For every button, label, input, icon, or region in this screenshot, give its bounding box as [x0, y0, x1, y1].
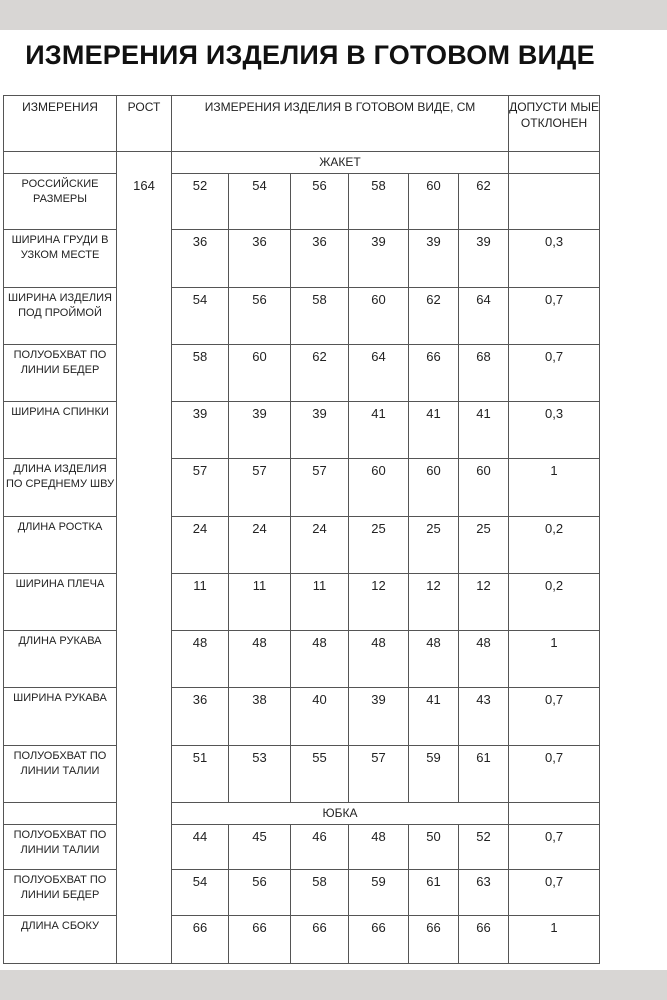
- measurement-label: ШИРИНА ГРУДИ В УЗКОМ МЕСТЕ: [4, 230, 117, 288]
- size-value-cell: 24: [291, 517, 349, 574]
- size-value-cell: 58: [349, 174, 409, 230]
- table-row: [4, 574, 600, 631]
- size-value-cell: 60: [409, 174, 459, 230]
- measurement-label: ШИРИНА СПИНКИ: [4, 402, 117, 459]
- size-value-cell: 41: [349, 402, 409, 459]
- size-value-cell: 58: [291, 288, 349, 345]
- size-value-cell: 50: [409, 825, 459, 870]
- size-value-cell: 12: [409, 574, 459, 631]
- size-value-cell: 55: [291, 746, 349, 803]
- size-value-cell: 36: [172, 688, 229, 746]
- size-value-cell: 66: [459, 916, 509, 964]
- size-value-cell: 57: [172, 459, 229, 517]
- table-row: [4, 288, 600, 345]
- section-row: [4, 152, 600, 174]
- size-value-cell: 62: [409, 288, 459, 345]
- table-row: [4, 746, 600, 803]
- header-height: РОСТ: [117, 96, 172, 152]
- table-row: [4, 230, 600, 288]
- size-value-cell: 61: [459, 746, 509, 803]
- height-cell: [117, 345, 172, 402]
- size-value-cell: 25: [459, 517, 509, 574]
- tolerance-cell: 0,7: [509, 688, 600, 746]
- measurement-label: ПОЛУОБХВАТ ПО ЛИНИИ БЕДЕР: [4, 870, 117, 916]
- header-row: [4, 96, 600, 152]
- size-value-cell: 48: [291, 631, 349, 688]
- size-value-cell: 58: [172, 345, 229, 402]
- table-row: [4, 174, 600, 230]
- size-value-cell: 48: [229, 631, 291, 688]
- size-value-cell: 54: [172, 870, 229, 916]
- size-value-cell: 36: [291, 230, 349, 288]
- size-value-cell: 58: [291, 870, 349, 916]
- height-cell: [117, 631, 172, 688]
- measurements-table: [3, 95, 600, 964]
- size-value-cell: 54: [172, 288, 229, 345]
- table-row: [4, 402, 600, 459]
- size-value-cell: 41: [459, 402, 509, 459]
- table-row: [4, 459, 600, 517]
- tolerance-cell: 0,7: [509, 746, 600, 803]
- tolerance-cell: 0,7: [509, 288, 600, 345]
- table-row: [4, 688, 600, 746]
- height-cell: [117, 746, 172, 803]
- section-empty-tolerance: [509, 152, 600, 174]
- size-value-cell: 46: [291, 825, 349, 870]
- tolerance-cell: 0,7: [509, 825, 600, 870]
- size-value-cell: 62: [459, 174, 509, 230]
- size-value-cell: 57: [229, 459, 291, 517]
- size-value-cell: 48: [172, 631, 229, 688]
- height-cell: [117, 230, 172, 288]
- size-value-cell: 56: [229, 870, 291, 916]
- size-value-cell: 64: [459, 288, 509, 345]
- size-value-cell: 57: [291, 459, 349, 517]
- size-value-cell: 56: [229, 288, 291, 345]
- size-value-cell: 39: [229, 402, 291, 459]
- size-value-cell: 25: [409, 517, 459, 574]
- size-value-cell: 59: [349, 870, 409, 916]
- table-body: [4, 96, 600, 964]
- measurement-label: ПОЛУОБХВАТ ПО ЛИНИИ ТАЛИИ: [4, 825, 117, 870]
- header-tolerance: ДОПУСТИ МЫЕ ОТКЛОНЕН: [509, 96, 600, 152]
- document-sheet: [0, 30, 667, 970]
- size-value-cell: 12: [459, 574, 509, 631]
- size-value-cell: 57: [349, 746, 409, 803]
- measurement-label: ПОЛУОБХВАТ ПО ЛИНИИ ТАЛИИ: [4, 746, 117, 803]
- measurement-label: ДЛИНА ИЗДЕЛИЯ ПО СРЕДНЕМУ ШВУ: [4, 459, 117, 517]
- size-value-cell: 59: [409, 746, 459, 803]
- tolerance-cell: 1: [509, 459, 600, 517]
- size-value-cell: 44: [172, 825, 229, 870]
- section-empty-cell: [4, 152, 117, 174]
- size-value-cell: 24: [229, 517, 291, 574]
- page-title: ИЗМЕРЕНИЯ ИЗДЕЛИЯ В ГОТОВОМ ВИДЕ: [25, 40, 595, 70]
- table-row: [4, 345, 600, 402]
- size-value-cell: 66: [291, 916, 349, 964]
- size-value-cell: 45: [229, 825, 291, 870]
- tolerance-cell: [509, 174, 600, 230]
- measurement-label: ДЛИНА РУКАВА: [4, 631, 117, 688]
- section-title: ЮБКА: [172, 803, 509, 825]
- size-value-cell: 36: [229, 230, 291, 288]
- size-value-cell: 39: [459, 230, 509, 288]
- size-value-cell: 48: [459, 631, 509, 688]
- height-empty-cell: [117, 152, 172, 174]
- size-value-cell: 60: [459, 459, 509, 517]
- measurement-label: ШИРИНА ПЛЕЧА: [4, 574, 117, 631]
- size-value-cell: 11: [229, 574, 291, 631]
- size-value-cell: 60: [229, 345, 291, 402]
- size-value-cell: 53: [229, 746, 291, 803]
- table-row: [4, 870, 600, 916]
- size-value-cell: 39: [409, 230, 459, 288]
- table-row: [4, 631, 600, 688]
- size-value-cell: 12: [349, 574, 409, 631]
- size-value-cell: 11: [291, 574, 349, 631]
- tolerance-cell: 0,2: [509, 574, 600, 631]
- height-cell: [117, 870, 172, 916]
- size-value-cell: 48: [349, 631, 409, 688]
- size-value-cell: 24: [172, 517, 229, 574]
- height-cell: [117, 574, 172, 631]
- table-row: [4, 825, 600, 870]
- size-value-cell: 41: [409, 688, 459, 746]
- size-value-cell: 48: [409, 631, 459, 688]
- measurement-label: ДЛИНА РОСТКА: [4, 517, 117, 574]
- size-value-cell: 64: [349, 345, 409, 402]
- size-value-cell: 52: [459, 825, 509, 870]
- height-cell: [117, 825, 172, 870]
- size-value-cell: 43: [459, 688, 509, 746]
- height-cell: [117, 916, 172, 964]
- section-empty-tolerance: [509, 803, 600, 825]
- size-value-cell: 51: [172, 746, 229, 803]
- tolerance-cell: 0,7: [509, 870, 600, 916]
- size-value-cell: 11: [172, 574, 229, 631]
- measurement-label: ДЛИНА СБОКУ: [4, 916, 117, 964]
- size-value-cell: 39: [172, 402, 229, 459]
- size-value-cell: 40: [291, 688, 349, 746]
- size-value-cell: 60: [349, 288, 409, 345]
- size-value-cell: 60: [349, 459, 409, 517]
- height-cell: [117, 402, 172, 459]
- measurement-label: ПОЛУОБХВАТ ПО ЛИНИИ БЕДЕР: [4, 345, 117, 402]
- size-value-cell: 66: [172, 916, 229, 964]
- size-value-cell: 56: [291, 174, 349, 230]
- measurement-label: РОССИЙСКИЕ РАЗМЕРЫ: [4, 174, 117, 230]
- header-measurements: ИЗМЕРЕНИЯ: [4, 96, 117, 152]
- size-value-cell: 54: [229, 174, 291, 230]
- section-title: ЖАКЕТ: [172, 152, 509, 174]
- size-value-cell: 39: [349, 688, 409, 746]
- height-value: 164: [117, 174, 172, 230]
- size-value-cell: 66: [349, 916, 409, 964]
- tolerance-cell: 0,3: [509, 402, 600, 459]
- size-value-cell: 48: [349, 825, 409, 870]
- size-value-cell: 66: [409, 345, 459, 402]
- section-row: [4, 803, 600, 825]
- size-value-cell: 63: [459, 870, 509, 916]
- table-row: [4, 517, 600, 574]
- section-empty-cell: [4, 803, 117, 825]
- size-value-cell: 68: [459, 345, 509, 402]
- header-finished-measurements: ИЗМЕРЕНИЯ ИЗДЕЛИЯ В ГОТОВОМ ВИДЕ, СМ: [172, 96, 509, 152]
- size-value-cell: 39: [291, 402, 349, 459]
- size-value-cell: 62: [291, 345, 349, 402]
- measurement-label: ШИРИНА ИЗДЕЛИЯ ПОД ПРОЙМОЙ: [4, 288, 117, 345]
- size-value-cell: 61: [409, 870, 459, 916]
- size-value-cell: 41: [409, 402, 459, 459]
- height-cell: [117, 517, 172, 574]
- size-value-cell: 66: [229, 916, 291, 964]
- size-value-cell: 52: [172, 174, 229, 230]
- size-value-cell: 36: [172, 230, 229, 288]
- table-row: [4, 916, 600, 964]
- size-value-cell: 25: [349, 517, 409, 574]
- size-value-cell: 60: [409, 459, 459, 517]
- size-value-cell: 66: [409, 916, 459, 964]
- height-cell: [117, 688, 172, 746]
- tolerance-cell: 1: [509, 916, 600, 964]
- tolerance-cell: 0,3: [509, 230, 600, 288]
- tolerance-cell: 0,2: [509, 517, 600, 574]
- height-empty-cell: [117, 803, 172, 825]
- tolerance-cell: 0,7: [509, 345, 600, 402]
- height-cell: [117, 288, 172, 345]
- height-cell: [117, 459, 172, 517]
- size-value-cell: 38: [229, 688, 291, 746]
- tolerance-cell: 1: [509, 631, 600, 688]
- size-value-cell: 39: [349, 230, 409, 288]
- measurement-label: ШИРИНА РУКАВА: [4, 688, 117, 746]
